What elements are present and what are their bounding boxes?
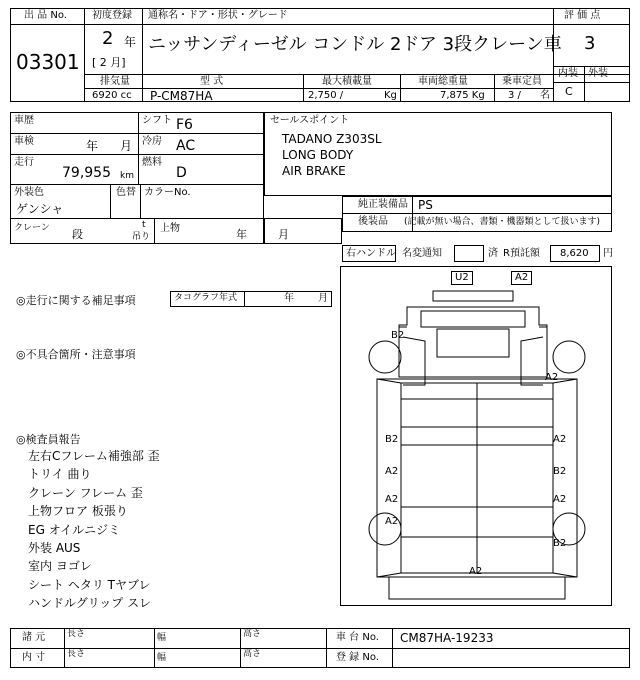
dims-length-label: 長さ — [67, 649, 86, 659]
name-change-label: 名変通知 — [402, 248, 442, 259]
truck-outline — [341, 267, 613, 607]
handle: 右ハンドル — [346, 248, 396, 259]
inspector-line: 外装 AUS — [28, 541, 81, 555]
spec-width-label: 幅 — [157, 633, 167, 643]
equipment-label: 純正装備品 — [358, 199, 408, 210]
deck-year: 年 — [236, 228, 247, 241]
mileage-unit: km — [120, 171, 134, 181]
sales-point-line-2: LONG BODY — [282, 148, 354, 162]
inspector-line: 上物フロア 板張り — [28, 504, 128, 519]
damage-mark-body-left-3: A2 — [385, 494, 399, 505]
r-mileage-label: R預託額 — [503, 248, 540, 259]
vehicle-diagram — [340, 266, 612, 606]
spec-length-label: 長さ — [67, 629, 86, 639]
tacho-month: 月 — [318, 293, 328, 304]
score-label: 評 価 点 — [564, 10, 601, 21]
chassis-number: CM87HA-19233 — [400, 631, 494, 645]
damage-mark-body-right-3: A2 — [553, 494, 567, 505]
lot-label: 出 品 No. — [24, 10, 67, 21]
inspector-line: クレーン フレーム 歪 — [28, 485, 143, 500]
inspector-line: 左右Cフレーム補強部 歪 — [28, 449, 160, 463]
sales-point-line-3: AIR BRAKE — [282, 164, 346, 178]
gross-weight: 7,875 Kg — [440, 90, 485, 101]
dims-height-label: 高さ — [243, 649, 262, 659]
inspection-month: 月 — [120, 139, 133, 153]
ext-color: ゲンシャ — [16, 202, 64, 216]
crane-ton-bottom: 吊り — [132, 232, 151, 242]
score: 3 — [584, 33, 596, 54]
inspector-line: シート ヘタリ Tヤブレ — [28, 577, 151, 592]
inspector-line: 室内 ヨゴレ — [28, 559, 92, 574]
first-reg-label: 初度登録 — [92, 10, 132, 21]
ext-color-label: 外装色 — [14, 187, 44, 198]
fuel: D — [176, 165, 187, 181]
inspector-line: EG オイルニジミ — [28, 522, 121, 537]
model-name-label: 通称名・ドア・形状・グレード — [148, 10, 288, 21]
inspector-line: トリイ 曲り — [28, 467, 92, 482]
damage-mark-body-right-2: B2 — [553, 466, 567, 477]
max-load-unit: Kg — [384, 90, 397, 101]
model-label: 型 式 — [200, 76, 224, 87]
name-change-cell — [454, 245, 484, 262]
displacement-label: 排気量 — [100, 76, 130, 87]
damage-mark-mirror-left: U2 — [451, 271, 473, 285]
deck-month-cell — [264, 218, 342, 244]
capacity-label: 乗車定員 — [502, 76, 542, 87]
spec-height-label: 高さ — [243, 629, 262, 639]
ac-label: 冷房 — [142, 136, 162, 147]
shift-label: シフト — [142, 115, 172, 126]
equipment-value: PS — [418, 198, 433, 212]
max-load-label: 最大積載量 — [322, 76, 372, 87]
r-mileage: 8,620 — [560, 248, 589, 259]
max-load: 2,750 / — [308, 90, 344, 101]
mileage: 79,955 — [62, 165, 111, 181]
model-name: ニッサンディーゼル コンドル 2ドア 3段クレーン車 — [148, 34, 562, 55]
sales-point-label: セールスポイント — [270, 115, 350, 126]
dims-label: 内 寸 — [22, 652, 46, 663]
damage-mark-body-right-1: A2 — [553, 434, 567, 445]
spec-label: 諸 元 — [22, 632, 46, 643]
history-label: 車歴 — [14, 115, 34, 126]
driving-notes-label: ◎走行に関する補足事項 — [16, 294, 136, 307]
crane-ton-top: t — [142, 220, 146, 230]
first-reg-year: 2 — [102, 28, 114, 49]
defects-label: ◎不具合箇所・注意事項 — [16, 348, 136, 361]
inspector-label: ◎検査員報告 — [16, 433, 81, 446]
first-reg-month: [ 2 月] — [92, 56, 126, 69]
crane-label: クレーン — [14, 223, 50, 233]
deck-label: 上物 — [160, 223, 180, 234]
damage-mark-cab-right: A2 — [545, 372, 559, 383]
dims-width-label: 幅 — [157, 653, 167, 663]
capacity-unit: 名 — [540, 90, 550, 101]
interior-label: 内装 — [558, 68, 578, 79]
sales-point-line-1: TADANO Z303SL — [282, 132, 382, 146]
aftermarket-label: 後装品 — [358, 216, 388, 227]
displacement: 6920 cc — [92, 90, 132, 101]
capacity: 3 / — [508, 90, 521, 101]
aftermarket-note: (記載が無い場合、書類・機器類として扱います) — [404, 217, 601, 227]
inspection-label: 車検 — [14, 136, 34, 147]
tacho-label: タコグラフ年式 — [174, 293, 238, 303]
lot-number: 03301 — [16, 50, 80, 74]
deck-month: 月 — [278, 228, 289, 241]
reg-label: 登 録 No. — [336, 652, 379, 663]
inspection-year: 年 — [86, 139, 99, 153]
color-no-label: 色替 — [116, 187, 136, 198]
interior-grade: C — [565, 85, 573, 98]
fuel-label: 燃料 — [142, 157, 162, 168]
color-code-label: カラーNo. — [144, 187, 191, 198]
model-code: P-CM87HA — [150, 89, 213, 103]
damage-mark-wheel-right: B2 — [553, 538, 567, 549]
shift: F6 — [176, 117, 193, 133]
damage-mark-body-left-1: B2 — [385, 434, 399, 445]
chassis-label: 車 台 No. — [336, 632, 379, 643]
mileage-label: 走行 — [14, 157, 34, 168]
circulation: 済 — [488, 248, 498, 259]
tacho-year: 年 — [284, 293, 294, 304]
inspector-line: ハンドルグリップ スレ — [28, 596, 152, 611]
gross-weight-label: 車両総重量 — [418, 76, 468, 87]
ac: AC — [176, 138, 196, 154]
damage-mark-mirror-right: A2 — [511, 271, 532, 285]
exterior-label: 外装 — [588, 68, 608, 79]
damage-mark-body-left-2: A2 — [385, 466, 399, 477]
year-unit: 年 — [124, 35, 137, 49]
r-unit: 円 — [603, 248, 613, 259]
damage-mark-wheel-left: A2 — [385, 516, 399, 527]
crane-stages: 段 — [72, 228, 83, 241]
damage-mark-cab-left: B2 — [391, 330, 405, 341]
damage-mark-rear: A2 — [469, 566, 483, 577]
